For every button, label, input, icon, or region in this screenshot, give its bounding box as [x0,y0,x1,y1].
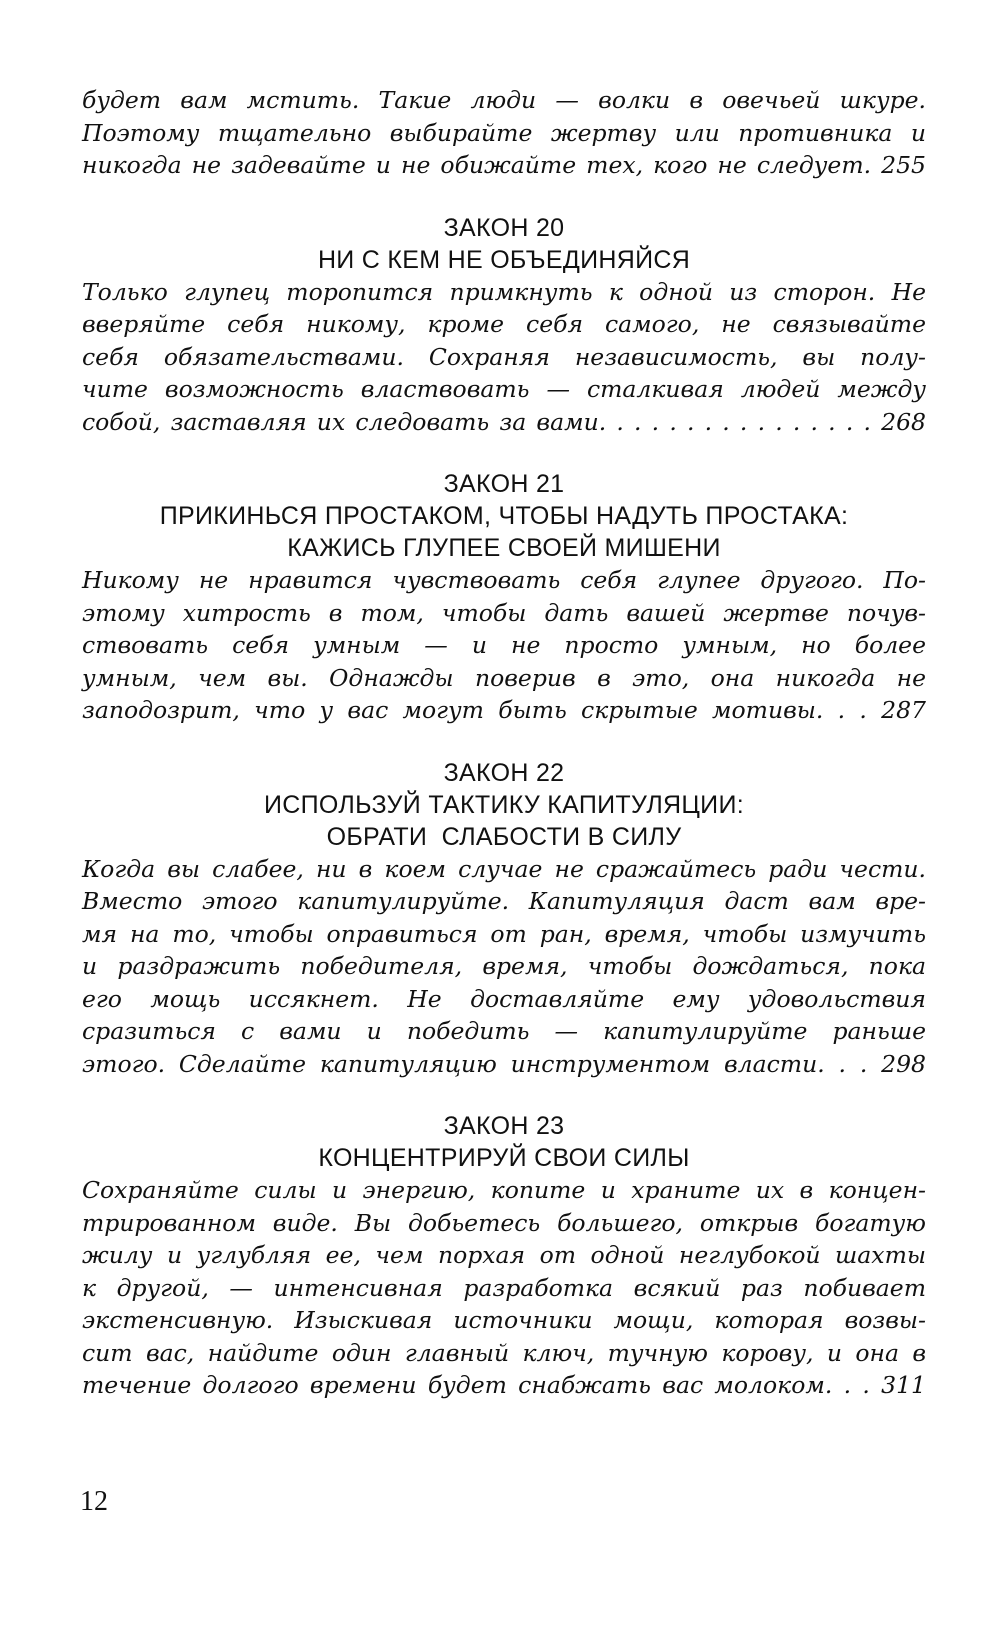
text-line: этому хитрость в том, чтобы дать вашей жертве почув- [82,598,926,627]
text-line: мя на то, чтобы оправиться от ран, время, чтобы измучить [82,919,926,948]
law-description [82,1174,926,1402]
law-description [82,276,926,439]
text-line: Только глупец торопится примкнуть к одной из сторон. Не [82,277,926,306]
text-line: Когда вы слабее, ни в коем случае не сражайтесь ради чести. [82,854,926,883]
law-title: НИ С КЕМ НЕ ОБЪЕДИНЯЙСЯ [317,245,691,274]
text-line: экстенсивную. Изыскивая источники мощи, которая возвы- [82,1306,926,1334]
law-number: ЗАКОН 21 [443,470,565,498]
law-section-23 [82,1110,926,1402]
text-line: Сохраняйте силы и энергию, копите и храните их в концен- [82,1176,926,1204]
text-line: Никому не нравится чувствовать себя глупее другого. По- [82,566,926,594]
law-number: ЗАКОН 22 [443,758,565,787]
intro-paragraph [82,84,926,182]
law-number: ЗАКОН 23 [443,1112,565,1140]
text-line: Поэтому тщательно выбирайте жертву или противника и [82,118,926,147]
law-title: ИСПОЛЬЗУЙ ТАКТИКУ КАПИТУЛЯЦИИ: [264,790,744,819]
text-line: умным, чем вы. Однажды поверив в это, она никогда не [82,663,926,692]
text-line: будет вам мстить. Такие люди — волки в овечьей шкуре. [82,86,926,114]
law-title: ПРИКИНЬСЯ ПРОСТАКОМ, ЧТОБЫ НАДУТЬ ПРОСТАКА: [159,502,849,530]
text-line: Вместо этого капитулируйте. Капитуляция даст вам вре- [82,887,926,915]
text-line: вверяйте себя никому, кроме себя самого, не связывайте [82,310,926,338]
text-line-with-page-ref: течение долгого времени будет снабжать вас молоком. . . 311 [82,1371,926,1399]
text-line: себя обязательствами. Сохраняя независимость, вы полу- [82,342,926,371]
law-title: КАЖИСЬ ГЛУПЕЕ СВОЕЙ МИШЕНИ [287,534,721,562]
law-title: ОБРАТИ СЛАБОСТИ В СИЛУ [326,822,682,851]
text-line: сразиться с вами и победить — капитулируйте раньше [82,1017,926,1045]
law-section-22 [82,757,926,1081]
law-number: ЗАКОН 20 [443,213,565,242]
table-of-contents-page [82,84,926,1402]
text-line: жилу и углубляя ее, чем порхая от одной неглубокой шахты [82,1241,926,1269]
text-line-with-page-ref: собой, заставляя их следовать за вами. . . . . . . . . . . . . . . . 268 [82,407,926,436]
law-section-21 [82,468,926,727]
text-line: трированном виде. Вы добьетесь большего, открыв богатую [82,1208,926,1237]
text-line: ствовать себя умным — и не просто умным, но более [82,631,926,659]
text-line: никогда не задевайте и не обижайте тех, кого не следует. 255 [82,151,926,179]
law-title: КОНЦЕНТРИРУЙ СВОИ СИЛЫ [318,1144,690,1172]
law-description [82,853,926,1081]
text-line: к другой, — интенсивная разработка всякий раз побивает [82,1273,926,1302]
page-number: 12 [80,1486,108,1517]
text-line: сит вас, найдите один главный ключ, тучную корову, и она в [82,1338,926,1367]
law-section-20 [82,212,926,439]
text-line: чите возможность властвовать — сталкивая людей между [82,375,926,403]
text-line: его мощь иссякнет. Не доставляйте ему удовольствия [82,984,926,1013]
text-line-with-page-ref: заподозрит, что у вас могут быть скрытые мотивы. . . 287 [82,696,926,724]
text-line-with-page-ref: этого. Сделайте капитуляцию инструментом власти. . . 298 [82,1049,926,1078]
text-line: и раздражить победителя, время, чтобы дождаться, пока [82,952,926,980]
law-description [82,564,926,727]
